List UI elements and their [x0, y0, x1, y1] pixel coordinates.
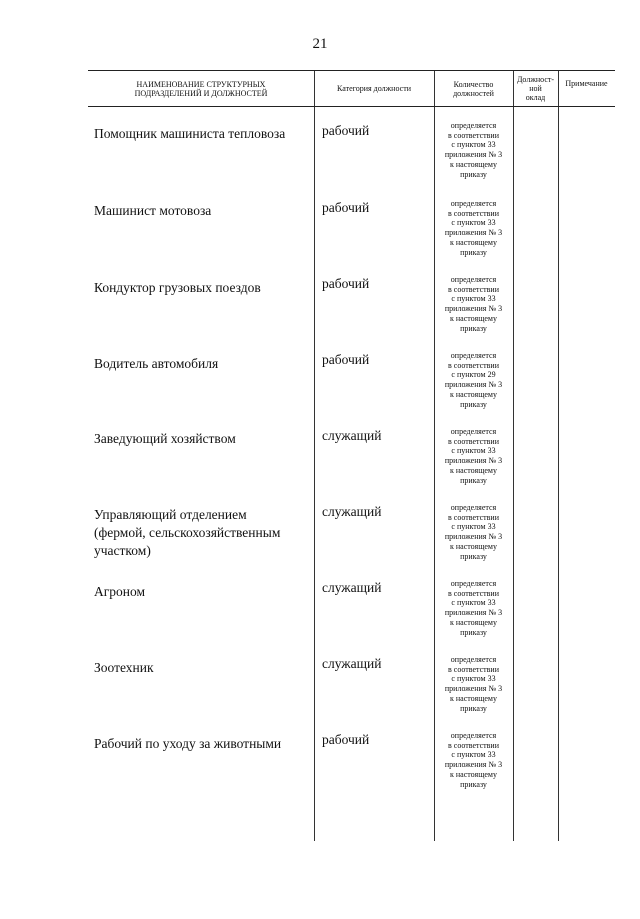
- header-note-text: Примечание: [565, 79, 608, 88]
- quantity-line: приложения № 3: [444, 228, 503, 238]
- position-name-line: Помощник машиниста тепловоза: [94, 126, 286, 141]
- quantity-line: к настоящему: [450, 159, 497, 169]
- quantity-line: приложения № 3: [444, 532, 503, 542]
- position-name-line: Зоотехник: [94, 660, 154, 675]
- position-quantity: [434, 503, 513, 561]
- position-name-line: Машинист мотовоза: [94, 203, 212, 218]
- position-name: [94, 659, 310, 677]
- quantity-line: к настоящему: [450, 313, 497, 323]
- quantity-line: определяется: [450, 199, 497, 208]
- quantity-line: к настоящему: [450, 693, 497, 703]
- header-quantity-line: должностей: [453, 88, 494, 98]
- quantity-line: приказу: [460, 323, 487, 333]
- table-row: [88, 579, 615, 657]
- position-name-line: Агроном: [94, 584, 146, 599]
- quantity-line: приложения № 3: [444, 456, 503, 466]
- table-row: [88, 427, 615, 505]
- position-name-line: Водитель автомобиля: [94, 356, 219, 371]
- table-row: [88, 199, 615, 277]
- positions-table: [88, 70, 615, 841]
- quantity-line: к настоящему: [450, 541, 497, 551]
- header-name-line: ПОДРАЗДЕЛЕНИЙ И ДОЛЖНОСТЕЙ: [134, 88, 268, 98]
- position-category: служащий: [322, 656, 382, 671]
- quantity-line: с пунктом 33: [451, 674, 496, 684]
- quantity-line: в соответствии: [448, 208, 499, 218]
- header-category-text: Категория должности: [337, 84, 411, 93]
- position-category: служащий: [322, 428, 382, 443]
- table-row: [88, 351, 615, 429]
- quantity-line: с пунктом 33: [451, 218, 496, 228]
- position-name-line: Заведующий хозяйством: [94, 431, 236, 446]
- quantity-line: определяется: [450, 351, 497, 360]
- quantity-line: с пунктом 33: [451, 446, 496, 456]
- quantity-line: в соответствии: [448, 664, 499, 674]
- quantity-line: в соответствии: [448, 436, 499, 446]
- position-category: рабочий: [322, 200, 370, 215]
- position-quantity: [434, 199, 513, 257]
- position-quantity: [434, 121, 513, 179]
- quantity-line: приказу: [460, 551, 487, 561]
- position-name: [94, 506, 310, 560]
- position-quantity: [434, 655, 513, 713]
- position-name-line: (фермой, сельскохозяйственным: [94, 525, 281, 540]
- position-name-line: Кондуктор грузовых поездов: [94, 280, 261, 295]
- quantity-line: приложения № 3: [444, 150, 503, 160]
- quantity-line: с пунктом 29: [451, 370, 496, 380]
- quantity-line: определяется: [450, 503, 497, 512]
- position-name-line: участком): [94, 543, 151, 558]
- quantity-line: приказу: [460, 475, 487, 485]
- quantity-line: с пунктом 33: [451, 294, 496, 304]
- position-category: рабочий: [322, 276, 370, 291]
- position-category: рабочий: [322, 732, 370, 747]
- table-row: [88, 275, 615, 353]
- quantity-line: приложения № 3: [444, 380, 503, 390]
- quantity-line: с пунктом 33: [451, 522, 496, 532]
- quantity-line: определяется: [450, 731, 497, 740]
- quantity-line: определяется: [450, 275, 497, 284]
- position-name: [94, 735, 310, 753]
- quantity-line: к настоящему: [450, 237, 497, 247]
- header-name-line: НАИМЕНОВАНИЕ СТРУКТУРНЫХ: [136, 79, 266, 89]
- position-name: [94, 355, 310, 373]
- quantity-line: в соответствии: [448, 740, 499, 750]
- page-number: 21: [312, 36, 328, 52]
- position-name-line: Управляющий отделением: [94, 507, 247, 522]
- position-category: рабочий: [322, 352, 370, 367]
- quantity-line: приложения № 3: [444, 304, 503, 314]
- quantity-line: в соответствии: [448, 588, 499, 598]
- quantity-line: приказу: [460, 169, 487, 179]
- quantity-line: определяется: [450, 121, 497, 130]
- quantity-line: к настоящему: [450, 617, 497, 627]
- quantity-line: приказу: [460, 247, 487, 257]
- quantity-line: определяется: [450, 579, 497, 588]
- header-quantity-line: Количество: [453, 79, 494, 89]
- header-name: [88, 71, 314, 106]
- quantity-line: приказу: [460, 703, 487, 713]
- quantity-line: приложения № 3: [444, 684, 503, 694]
- header-quantity: [434, 71, 513, 106]
- quantity-line: определяется: [450, 655, 497, 664]
- quantity-line: с пунктом 33: [451, 598, 496, 608]
- header-category: [314, 71, 434, 106]
- position-quantity: [434, 351, 513, 409]
- quantity-line: к настоящему: [450, 465, 497, 475]
- table-row: [88, 121, 615, 199]
- quantity-line: в соответствии: [448, 360, 499, 370]
- header-salary: [513, 71, 558, 106]
- position-quantity: [434, 275, 513, 333]
- position-name: [94, 125, 310, 143]
- quantity-line: приказу: [460, 779, 487, 789]
- quantity-line: в соответствии: [448, 130, 499, 140]
- position-quantity: [434, 579, 513, 637]
- header-note: [558, 71, 615, 106]
- table-row: [88, 503, 615, 581]
- header-salary-line: оклад: [525, 93, 546, 102]
- position-category: служащий: [322, 504, 382, 519]
- quantity-line: приложения № 3: [444, 760, 503, 770]
- quantity-line: в соответствии: [448, 512, 499, 522]
- quantity-line: с пунктом 33: [451, 140, 496, 150]
- position-name: [94, 279, 310, 297]
- position-name: [94, 583, 310, 601]
- table-row: [88, 655, 615, 733]
- quantity-line: приказу: [460, 399, 487, 409]
- quantity-line: приказу: [460, 627, 487, 637]
- quantity-line: с пунктом 33: [451, 750, 496, 760]
- header-divider: [88, 106, 615, 107]
- quantity-line: приложения № 3: [444, 608, 503, 618]
- position-quantity: [434, 427, 513, 485]
- position-quantity: [434, 731, 513, 789]
- position-category: рабочий: [322, 123, 370, 138]
- position-category: служащий: [322, 580, 382, 595]
- header-salary-line: Должност-: [516, 75, 555, 84]
- table-row: [88, 731, 615, 809]
- quantity-line: в соответствии: [448, 284, 499, 294]
- quantity-line: определяется: [450, 427, 497, 436]
- header-salary-line: ной: [529, 84, 542, 93]
- position-name: [94, 202, 310, 220]
- position-name-line: Рабочий по уходу за животными: [94, 736, 282, 751]
- position-name: [94, 430, 310, 448]
- quantity-line: к настоящему: [450, 769, 497, 779]
- quantity-line: к настоящему: [450, 389, 497, 399]
